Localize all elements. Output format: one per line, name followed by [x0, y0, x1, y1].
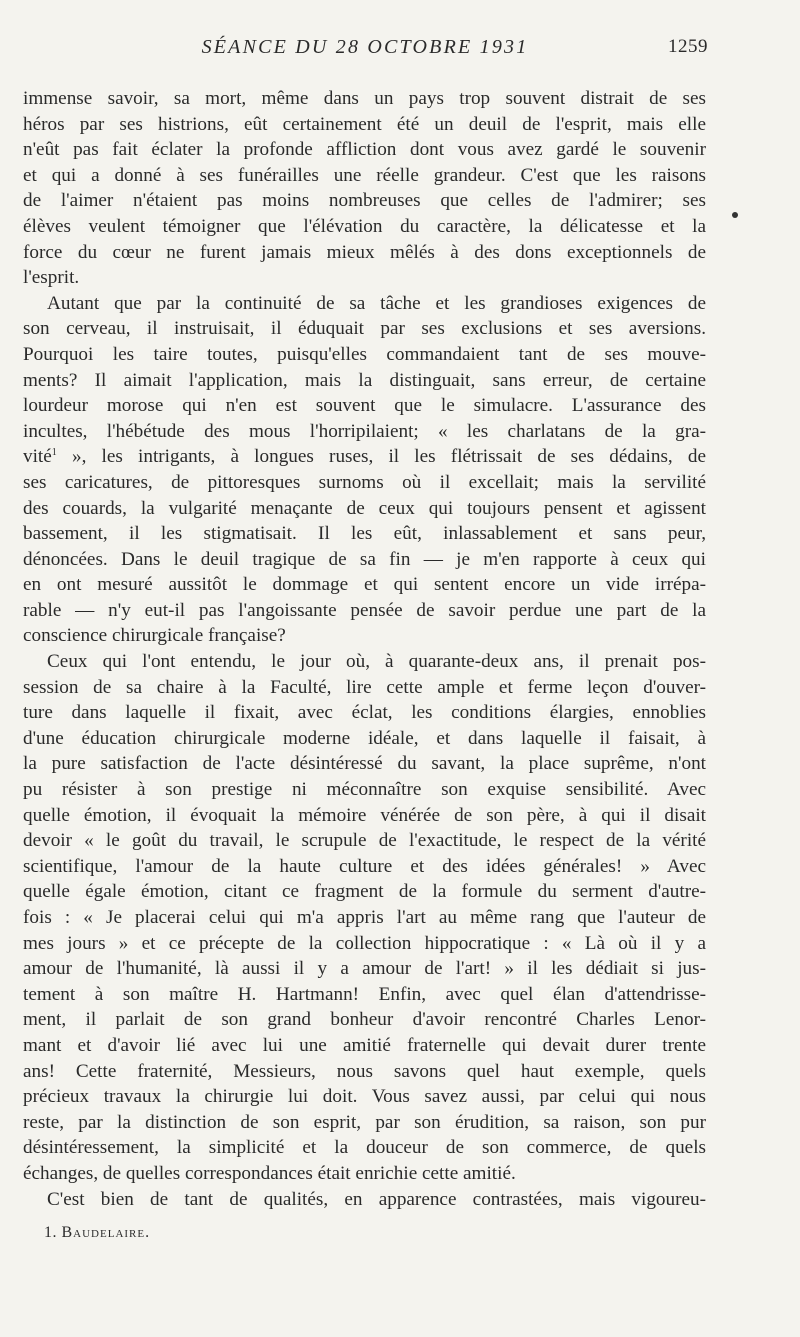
text-fragment: », les intrigants, à longues ruses, il les flétrissait de ses dédains, de	[71, 446, 707, 468]
text-line: ses caricatures, de pittoresques surnoms où il excellait; mais la servilité	[23, 471, 706, 493]
text-line: d'une éducation chirurgicale moderne idéale, et dans laquelle il faisait, à	[23, 727, 706, 749]
text-line: scientifique, l'amour de la haute culture et des idées générales! » Avec	[23, 855, 706, 877]
text-line: amour de l'humanité, là aussi il y a amour de l'art! » il les dédiait si jus-	[23, 958, 706, 980]
text-fragment: vité	[23, 446, 52, 468]
text-line: dénoncées. Dans le deuil tragique de sa fin — je m'en rapporte à ceux qui	[23, 548, 706, 570]
text-line: élèves veulent témoigner que l'élévation du caractère, la délicatesse et la	[23, 215, 706, 237]
footnote	[44, 1224, 150, 1242]
text-line: ture dans laquelle il fixait, avec éclat, les conditions élargies, ennoblies	[23, 702, 706, 724]
text-line: immense savoir, sa mort, même dans un pays trop souvent distrait de ses	[23, 88, 706, 109]
text-line: mes jours » et ce précepte de la collection hippocratique : « Là où il y a	[23, 932, 706, 954]
text-line: mant et d'avoir lié avec lui une amitié fraternelle qui devait durer trente	[23, 1034, 706, 1056]
text-line: ment, il parlait de son grand bonheur d'avoir rencontré Charles Lenor-	[23, 1009, 706, 1031]
text-line: héros par ses histrions, eût certainement été un deuil de l'esprit, mais elle	[23, 113, 706, 135]
text-line: ments? Il aimait l'application, mais la distinguait, sans erreur, de certaine	[23, 369, 706, 391]
text-line-with-footnote	[23, 444, 706, 470]
text-line: conscience chirurgicale française?	[23, 625, 286, 647]
text-line: tement à son maître H. Hartmann! Enfin, avec quel élan d'attendrisse-	[23, 983, 706, 1005]
running-title: SÉANCE DU 28 OCTOBRE 1931	[201, 36, 529, 58]
text-line: rable — n'y eut-il pas l'angoissante pensée de savoir perdue une part de la	[23, 599, 706, 621]
text-line: l'esprit.	[23, 267, 80, 289]
text-line: Pourquoi les taire toutes, puisqu'elles commandaient tant de ses mouve-	[23, 343, 706, 365]
footnote-text: Baudelaire.	[61, 1224, 151, 1241]
text-line: échanges, de quelles correspondances était enrichie cette amitié.	[23, 1162, 516, 1184]
text-line: pu résister à son prestige ni méconnaître son exquise sensibilité. Avec	[23, 779, 706, 801]
text-line: Ceux qui l'ont entendu, le jour où, à quarante-deux ans, il prenait pos-	[47, 651, 706, 673]
text-line: reste, par la distinction de son esprit, par son érudition, sa raison, son pur	[23, 1111, 706, 1133]
text-line: n'eût pas fait éclater la profonde affliction dont vous avez gardé le souvenir	[23, 139, 706, 161]
text-line: Autant que par la continuité de sa tâche et les grandioses exigences de	[47, 292, 706, 314]
text-line: de l'aimer n'étaient pas moins nombreuses que celles de l'admirer; ses	[23, 190, 706, 212]
text-line: quelle émotion, il évoquait la mémoire vénérée de son père, à qui il disait	[23, 804, 706, 826]
text-line: fois : « Je placerai celui qui m'a appris l'art au même rang que l'auteur de	[23, 907, 706, 928]
text-line: la pure satisfaction de l'acte désintéressé du savant, la place suprême, n'ont	[23, 753, 706, 775]
body-text	[23, 86, 706, 1212]
text-line: incultes, l'hébétude des mous l'horripilaient; « les charlatans de la gra-	[23, 420, 706, 442]
text-line: des couards, la vulgarité menaçante de ceux qui toujours pensent et agissent	[23, 497, 706, 519]
page-number: 1259	[668, 36, 708, 57]
text-line: bassement, il les stigmatisait. Il les eût, inlassablement et sans peur,	[23, 523, 706, 545]
text-line: désintéressement, la simplicité et la douceur de son commerce, de quels	[23, 1137, 706, 1159]
text-line: session de sa chaire à la Faculté, lire cette ample et ferme leçon d'ouver-	[23, 676, 706, 698]
text-line: lourdeur morose qui n'en est souvent que le simulacre. L'assurance des	[23, 395, 706, 417]
running-head	[0, 36, 800, 66]
text-line: et qui a donné à ses funérailles une réelle grandeur. C'est que les raisons	[23, 164, 706, 186]
text-line: précieux travaux la chirurgie lui doit. Vous savez aussi, par celui qui nous	[23, 1086, 706, 1108]
text-line: son cerveau, il instruisait, il éduquait par ses exclusions et ses aversions.	[23, 318, 706, 340]
text-line: quelle égale émotion, citant ce fragment de la formule du serment d'autre-	[23, 881, 706, 903]
text-line: force du cœur ne furent jamais mieux mêlés à des dons exceptionnels de	[23, 241, 706, 263]
text-line: en ont mesuré aussitôt le dommage et qui sentent encore un vide irrépa-	[23, 574, 706, 596]
speck-mark	[732, 212, 738, 218]
text-line: C'est bien de tant de qualités, en apparence contrastées, mais vigoureu-	[47, 1188, 706, 1210]
footnote-ref[interactable]: 1	[51, 447, 57, 459]
text-line: devoir « le goût du travail, le scrupule de l'exactitude, le respect de la vérité	[23, 830, 706, 852]
footnote-number: 1.	[44, 1224, 57, 1241]
text-line: ans! Cette fraternité, Messieurs, nous savons quel haut exemple, quels	[23, 1060, 706, 1082]
